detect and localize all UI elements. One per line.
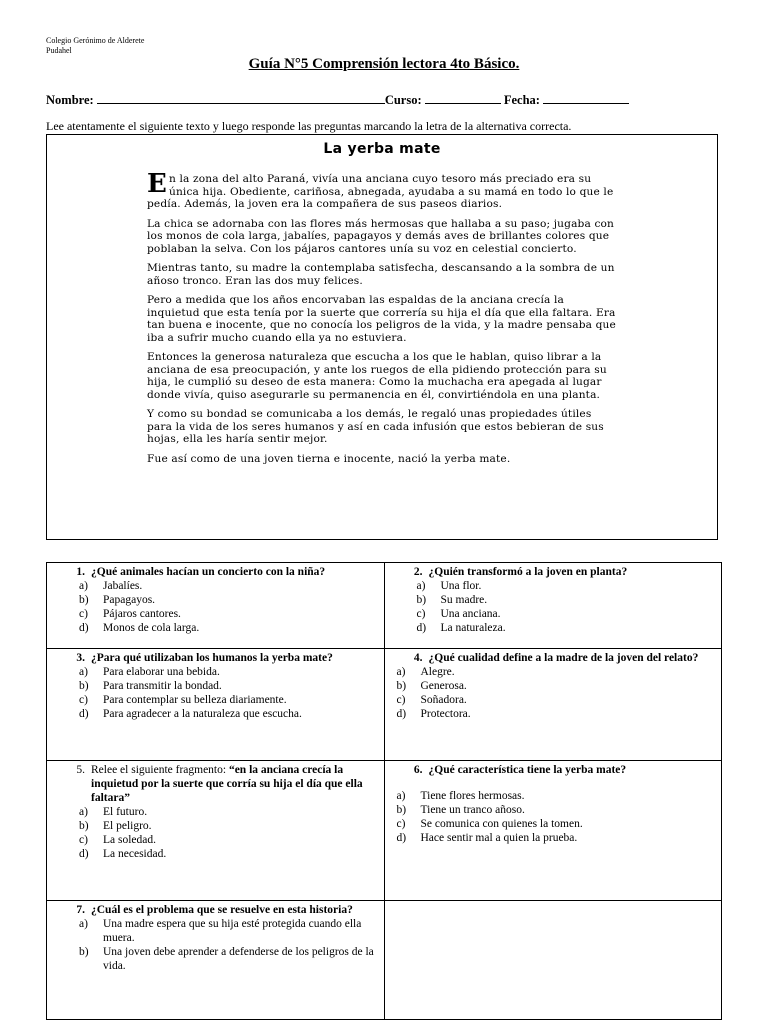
question-number: 7. xyxy=(76,904,85,916)
option-letter: c) xyxy=(79,834,88,846)
option[interactable] xyxy=(417,607,714,621)
fecha-label: Fecha: xyxy=(503,93,540,107)
school-line-1: Colegio Gerónimo de Alderete xyxy=(46,36,145,45)
option-text: Se comunica con quienes la tomen. xyxy=(420,818,583,830)
school-line-2: Pudahel xyxy=(46,46,72,55)
reading-paragraph-3: Mientras tanto, su madre la contemplaba satisfecha, descansando a la sombra de un añoso tronco. Eran las dos muy felices. xyxy=(147,262,615,287)
instruction-text: Lee atentamente el siguiente texto y luego responde las preguntas marcando la letra de la alternativa correcta. xyxy=(46,119,572,133)
option[interactable] xyxy=(79,665,376,679)
option-text: Para transmitir la bondad. xyxy=(103,680,222,692)
option-text: Alegre. xyxy=(420,666,455,678)
question-number: 2. xyxy=(413,566,423,578)
option-text: Tiene un tranco añoso. xyxy=(420,804,525,816)
option-text: Para elaborar una bebida. xyxy=(103,666,220,678)
option-letter: b) xyxy=(79,820,89,832)
option-letter: b) xyxy=(396,680,407,692)
school-name xyxy=(46,36,144,56)
option-letter: d) xyxy=(396,832,407,844)
option[interactable] xyxy=(79,621,376,635)
reading-box xyxy=(46,134,718,540)
question-stem: ¿Qué cualidad define a la madre de la joven del relato? xyxy=(428,652,699,664)
question-stem: ¿Quién transformó a la joven en planta? xyxy=(428,566,628,578)
reading-paragraph-4: Pero a medida que los años encorvaban las espaldas de la anciana crecía la inquietud que esta tenía por la suerte que correría su hija el día que ella faltara. Era tan buena e inocente, que no conocía los peligros de la vida, y la madre pensaba que iba a sufrir mucho cuando ella ya no estuviera. xyxy=(147,294,616,344)
option-text: Tiene flores hermosas. xyxy=(420,790,525,802)
question-6 xyxy=(384,761,722,901)
option-letter: c) xyxy=(416,608,426,620)
question-stem: ¿Qué característica tiene la yerba mate? xyxy=(428,764,627,776)
question-number: 4. xyxy=(413,652,423,664)
option[interactable] xyxy=(79,917,376,945)
option[interactable] xyxy=(79,607,376,621)
option[interactable] xyxy=(397,803,714,817)
option[interactable] xyxy=(397,789,714,803)
question-stem: “en la anciana crecía la inquietud por la suerte que corría su hija el día que ella faltara” xyxy=(91,764,363,804)
question-3 xyxy=(47,649,385,761)
option-letter: a) xyxy=(416,580,426,592)
reading-paragraph-1 xyxy=(147,169,617,211)
reading-paragraph-6: Y como su bondad se comunicaba a los demás, le regaló unas propiedades útiles para la vida de los seres humanos y así en cada infusión que estos bebieran de sus hojas, ella les haría sentir mejor. xyxy=(147,408,604,445)
questions-table xyxy=(46,562,722,1020)
option-text: El peligro. xyxy=(103,820,152,832)
option-text: Monos de cola larga. xyxy=(103,622,200,634)
option[interactable] xyxy=(397,831,714,845)
reading-paragraph-7: Fue así como de una joven tierna e inocente, nació la yerba mate. xyxy=(147,452,511,465)
option-text: La soledad. xyxy=(103,834,157,846)
reading-paragraph-5: Entonces la generosa naturaleza que escucha a los que le hablan, quiso librar a la anciana de esa preocupación, y ante los ruegos de ella pidiendo protección para su hija, le cumplió su deseo de esta manera: Como la muchacha era apegada al lugar donde vivía, quiso asegurarle su permanencia en él, convirtiéndola en una planta. xyxy=(147,351,607,401)
option-letter: d) xyxy=(416,622,427,634)
option-letter: a) xyxy=(396,666,406,678)
option-letter: b) xyxy=(396,804,407,816)
option[interactable] xyxy=(417,593,714,607)
reading-paragraph-1-text: n la zona del alto Paraná, vivía una anciana cuyo tesoro más preciado era su única hija. Obediente, cariñosa, abnegada, ayudaba a su mamá en todo lo que le pedía. Además, la joven era la compañera de sus paseos diarios. xyxy=(147,173,614,210)
question-number: 6. xyxy=(413,764,423,776)
option-text: Para contemplar su belleza diariamente. xyxy=(103,694,287,706)
question-stem-intro: Relee el siguiente fragmento: xyxy=(91,764,229,776)
question-number: 1. xyxy=(76,566,85,578)
nombre-label: Nombre: xyxy=(46,93,94,107)
option[interactable] xyxy=(79,593,376,607)
question-2 xyxy=(384,563,722,649)
option-letter: a) xyxy=(396,790,406,802)
reading-text xyxy=(147,169,617,472)
page-title xyxy=(0,56,768,73)
reading-paragraph-2: La chica se adornaba con las flores más hermosas que hallaba a su paso; jugaba con los monos de cola larga, jabalíes, papagayos y demás aves de brillantes colores que poblaban la selva. Con los pájaros cantores unía su voz en celestial concierto. xyxy=(147,217,615,255)
drop-cap: E xyxy=(147,169,167,199)
option[interactable] xyxy=(417,579,714,593)
option-text: Hace sentir mal a quien la prueba. xyxy=(420,832,578,844)
option[interactable] xyxy=(417,621,714,635)
option-letter: c) xyxy=(79,694,88,706)
option-text: Protectora. xyxy=(420,708,471,720)
question-stem: ¿Cuál es el problema que se resuelve en esta historia? xyxy=(91,904,353,916)
option[interactable] xyxy=(397,707,714,721)
curso-label: Curso: xyxy=(384,93,422,107)
option[interactable] xyxy=(79,693,376,707)
option[interactable] xyxy=(79,579,376,593)
empty-cell xyxy=(384,901,722,1020)
question-5 xyxy=(47,761,385,901)
question-4 xyxy=(384,649,722,761)
option-letter: a) xyxy=(79,666,88,678)
option-letter: b) xyxy=(79,594,89,606)
option[interactable] xyxy=(397,817,714,831)
option-text: La naturaleza. xyxy=(440,622,506,634)
option[interactable] xyxy=(397,665,714,679)
reading-title: La yerba mate xyxy=(323,141,441,157)
option-letter: d) xyxy=(79,622,89,634)
question-number: 5. xyxy=(76,764,85,776)
option-letter: a) xyxy=(79,918,88,930)
option-letter: d) xyxy=(79,848,89,860)
option[interactable] xyxy=(79,945,376,973)
fecha-field[interactable] xyxy=(543,92,629,104)
option-letter: b) xyxy=(79,946,89,958)
option-text: Una joven debe aprender a defenderse de los peligros de la vida. xyxy=(103,946,374,972)
option-letter: a) xyxy=(79,806,88,818)
nombre-field[interactable] xyxy=(97,92,385,104)
question-7 xyxy=(47,901,385,1020)
option-text: Para agradecer a la naturaleza que escucha. xyxy=(103,708,302,720)
option-letter: c) xyxy=(396,694,406,706)
option[interactable] xyxy=(79,679,376,693)
option-text: El futuro. xyxy=(103,806,148,818)
option-text: Papagayos. xyxy=(103,594,156,606)
curso-field[interactable] xyxy=(425,92,501,104)
option-text: Soñadora. xyxy=(420,694,467,706)
option-text: Generosa. xyxy=(420,680,467,692)
option-letter: c) xyxy=(79,608,88,620)
option-text: Pájaros cantores. xyxy=(103,608,181,620)
option-letter: d) xyxy=(79,708,89,720)
option[interactable] xyxy=(79,707,376,721)
option-text: Su madre. xyxy=(440,594,488,606)
question-number: 3. xyxy=(76,652,85,664)
option-text: Una anciana. xyxy=(440,608,501,620)
option-letter: d) xyxy=(396,708,407,720)
option-text: Una madre espera que su hija esté protegida cuando ella muera. xyxy=(103,918,362,944)
option-letter: a) xyxy=(79,580,88,592)
option-letter: b) xyxy=(79,680,89,692)
option-text: Jabalíes. xyxy=(103,580,143,592)
question-stem: ¿Qué animales hacían un concierto con la niña? xyxy=(91,566,326,578)
option[interactable] xyxy=(397,693,714,707)
option[interactable] xyxy=(79,819,376,833)
question-1 xyxy=(47,563,385,649)
option-text: Una flor. xyxy=(440,580,482,592)
option-letter: b) xyxy=(416,594,427,606)
student-fields xyxy=(46,92,629,108)
page-title-text: Guía N°5 Comprensión lectora 4to Básico. xyxy=(248,56,520,72)
option-text: La necesidad. xyxy=(103,848,167,860)
option[interactable] xyxy=(79,833,376,847)
option[interactable] xyxy=(397,679,714,693)
question-stem: ¿Para qué utilizaban los humanos la yerba mate? xyxy=(91,652,333,664)
option[interactable] xyxy=(79,847,376,861)
option[interactable] xyxy=(79,805,376,819)
option-letter: c) xyxy=(396,818,406,830)
